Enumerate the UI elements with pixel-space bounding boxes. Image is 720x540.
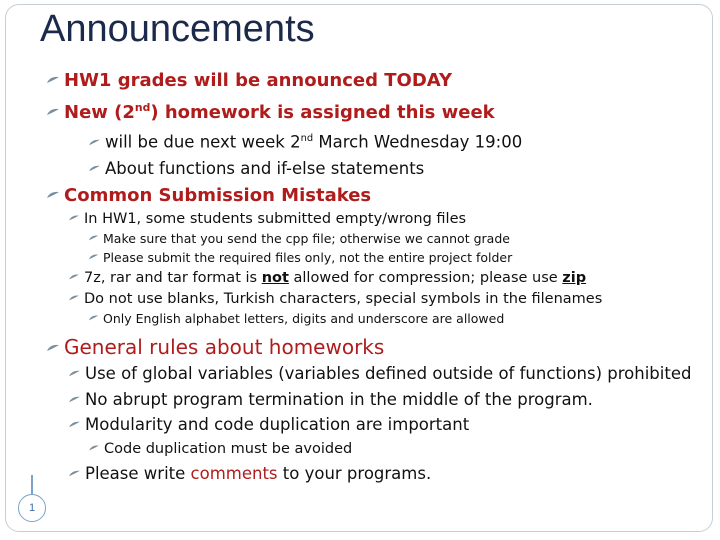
leaf-bullet-icon [88,253,99,261]
leaf-bullet-icon [46,75,60,85]
leaf-bullet-icon [68,294,80,302]
bullet-allowed-characters: Only English alphabet letters, digits and underscore are allowed [88,313,504,326]
bullet-send-cpp: Make sure that you send the cpp file; otherwise we cannot grade [88,233,510,246]
bullet-due-date: will be due next week 2nd March Wednesday 19:00 [88,134,522,151]
leaf-bullet-icon [68,273,80,281]
slide-title: Announcements [40,8,315,50]
bullet-modularity: Modularity and code duplication are important [68,417,469,434]
leaf-bullet-icon [68,469,81,478]
leaf-bullet-icon [88,138,101,147]
bullet-empty-files: In HW1, some students submitted empty/wrong files [68,212,466,227]
leaf-bullet-icon [88,164,101,173]
bullet-functions-topic: About functions and if-else statements [88,161,424,178]
bullet-abrupt-termination: No abrupt program termination in the middle of the program. [68,392,593,409]
bullet-submission-mistakes: Common Submission Mistakes [46,187,371,205]
bullet-comments: Please write comments to your programs. [68,466,431,483]
leaf-bullet-icon [46,343,60,353]
leaf-bullet-icon [68,395,81,404]
bullet-filenames: Do not use blanks, Turkish characters, special symbols in the filenames [68,292,602,307]
leaf-bullet-icon [46,190,60,200]
leaf-bullet-icon [68,420,81,429]
leaf-bullet-icon [68,214,80,222]
leaf-bullet-icon [68,369,81,378]
bullet-code-duplication: Code duplication must be avoided [88,442,352,457]
bullet-general-rules: General rules about homeworks [46,337,384,357]
bullet-new-homework: New (2nd) homework is assigned this week [46,103,495,122]
leaf-bullet-icon [88,234,99,242]
page-number-badge: 1 [18,494,46,522]
bullet-global-variables: Use of global variables (variables defined outside of functions) prohibited [68,366,691,383]
page-badge-stem [31,475,33,495]
bullet-compression-format: 7z, rar and tar format is not allowed for compression; please use zip [68,271,586,286]
leaf-bullet-icon [88,314,99,322]
bullet-hw1-grades: HW1 grades will be announced TODAY [46,72,452,90]
bullet-required-files: Please submit the required files only, not the entire project folder [88,252,512,265]
leaf-bullet-icon [46,107,60,117]
leaf-bullet-icon [88,444,100,452]
